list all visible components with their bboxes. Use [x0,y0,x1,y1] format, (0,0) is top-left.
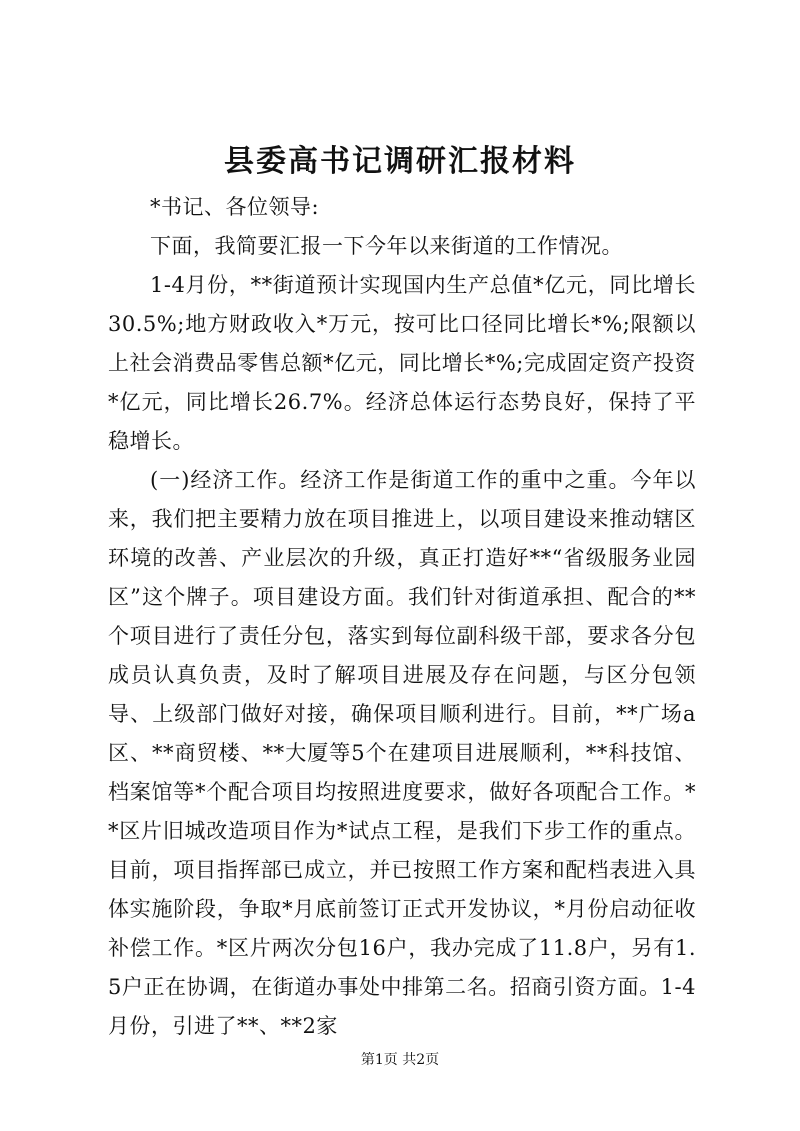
document-body [108,188,696,1046]
salutation-paragraph: *书记、各位领导: [150,195,320,219]
page-footer: 第1页 共2页 [360,1052,440,1068]
intro-paragraph: 下面，我简要汇报一下今年以来街道的工作情况。 [150,234,623,258]
document-title: 县委高书记调研汇报材料 [224,144,576,179]
economic-stats-paragraph: 1-4月份，**街道预计实现国内生产总值*亿元，同比增长30.5%;地方财政收入*万元，按可比口径同比增长*%;限额以上社会消费品零售总额*亿元，同比增长*%;完成固定资产投资*亿元，同比增长26.7%。经济总体运行态势良好，保持了平稳增长。 [108,273,696,453]
economic-work-paragraph: (一)经济工作。经济工作是街道工作的重中之重。今年以来，我们把主要精力放在项目推进上，以项目建设来推动辖区环境的改善、产业层次的升级，真正打造好**“省级服务业园区”这个牌子。项目建设方面。我们针对街道承担、配合的**个项目进行了责任分包，落实到每位副科级干部，要求各分包成员认真负责，及时了解项目进展及存在问题，与区分包领导、上级部门做好对接，确保项目顺利进行。目前，**广场a区、**商贸楼、**大厦等5个在建项目进展顺利，**科技馆、档案馆等*个配合项目均按照进度要求，做好各项配合工作。**区片旧城改造项目作为*试点工程，是我们下步工作的重点。目前，项目指挥部已成立，并已按照工作方案和配档表进入具体实施阶段，争取*月底前签订正式开发协议，*月份启动征收补偿工作。*区片两次分包16户，我办完成了11.8户，另有1.5户正在协调，在街道办事处中排第二名。招商引资方面。1-4月份，引进了**、**2家 [108,468,696,1038]
